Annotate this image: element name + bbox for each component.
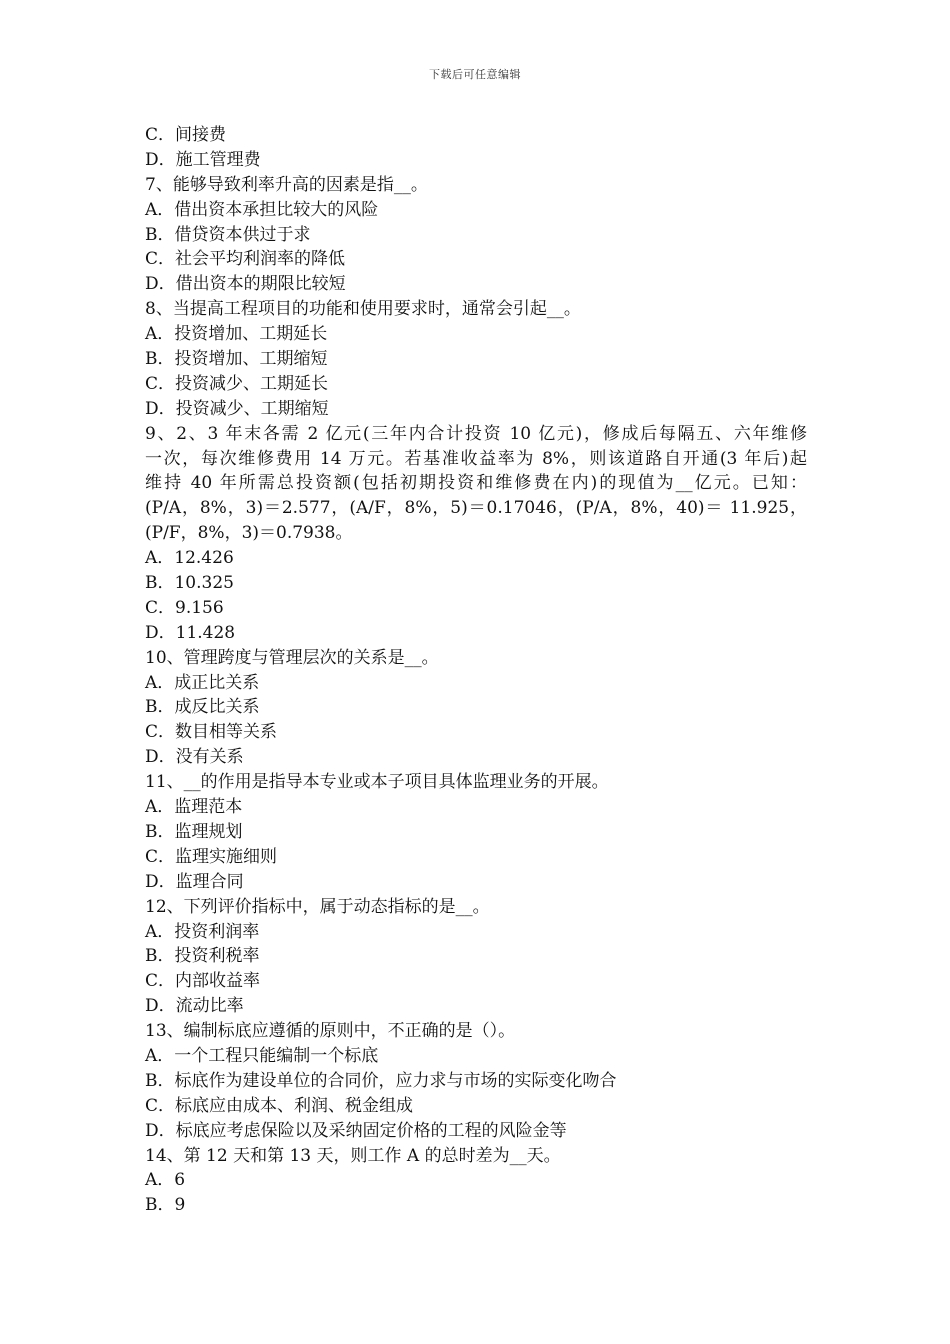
option-d: D．投资减少、工期缩短 [145,398,329,419]
option-b: B．10.325 [145,573,234,594]
question-8: 8、当提高工程项目的功能和使用要求时，通常会引起__。 [145,299,581,320]
question-14: 14、第 12 天和第 13 天，则工作 A 的总时差为__天。 [145,1145,561,1166]
option-c: C．间接费 [145,125,227,145]
question-10: 10、管理跨度与管理层次的关系是__。 [145,647,439,668]
option-d: D．施工管理费 [145,149,261,170]
option-b: B．9 [145,1195,186,1216]
option-c: C．投资减少、工期延长 [145,373,329,394]
option-d: D．借出资本的期限比较短 [145,274,346,295]
option-d: D．标底应考虑保险以及采纳固定价格的工程的风险金等 [145,1120,567,1141]
option-b: B．成反比关系 [145,697,260,718]
option-d: D．11.428 [145,622,236,643]
page-header: 下载后可任意编辑 [429,68,521,81]
document-body [145,123,807,1218]
option-b: B．标底作为建设单位的合同价，应力求与市场的实际变化吻合 [145,1070,617,1091]
question-11: 11、__的作用是指导本专业或本子项目具体监理业务的开展。 [145,772,609,793]
question-12: 12、下列评价指标中，属于动态指标的是__。 [145,896,490,917]
option-b: B．投资利税率 [145,946,260,967]
option-a: A．借出资本承担比较大的风险 [145,199,379,220]
question-9-line: 一次，每次维修费用 14 万元。若基准收益率为 8%，则该道路自开通(3 年后)起 [145,448,807,469]
option-c: C．9.156 [145,597,224,618]
option-a: A．一个工程只能编制一个标底 [145,1045,379,1066]
option-b: B．监理规划 [145,821,243,842]
question-9-line: 维持 40 年所需总投资额(包括初期投资和维修费在内)的现值为__亿元。已知： [145,473,807,494]
question-7: 7、能够导致利率升高的因素是指__。 [145,174,428,195]
option-a: A．6 [145,1170,186,1191]
option-a: A．监理范本 [145,797,243,818]
option-d: D．流动比率 [145,996,244,1017]
option-c: C．监理实施细则 [145,846,278,867]
option-b: B．借贷资本供过于求 [145,224,311,245]
option-c: C．标底应由成本、利润、税金组成 [145,1095,414,1116]
option-a: A．投资利润率 [145,921,260,942]
question-9-line: (P/A，8%，3)＝2.577，(A/F，8%，5)＝0.17046，(P/A，8%，40)＝ 11.925， [145,498,807,519]
option-d: D．监理合同 [145,871,244,892]
option-c: C．数目相等关系 [145,722,278,743]
option-a: A．12.426 [145,548,234,569]
option-c: C．内部收益率 [145,971,261,992]
question-9-line: 9、2、3 年末各需 2 亿元(三年内合计投资 10 亿元)，修成后每隔五、六年维修 [145,423,807,444]
option-b: B．投资增加、工期缩短 [145,349,328,370]
question-13: 13、编制标底应遵循的原则中，不正确的是（）。 [145,1021,516,1042]
option-a: A．投资增加、工期延长 [145,324,328,345]
question-9-line: (P/F，8%，3)＝0.7938。 [145,523,353,544]
option-c: C．社会平均利润率的降低 [145,249,346,270]
question-9 [145,422,807,546]
option-d: D．没有关系 [145,747,244,768]
option-a: A．成正比关系 [145,672,260,693]
